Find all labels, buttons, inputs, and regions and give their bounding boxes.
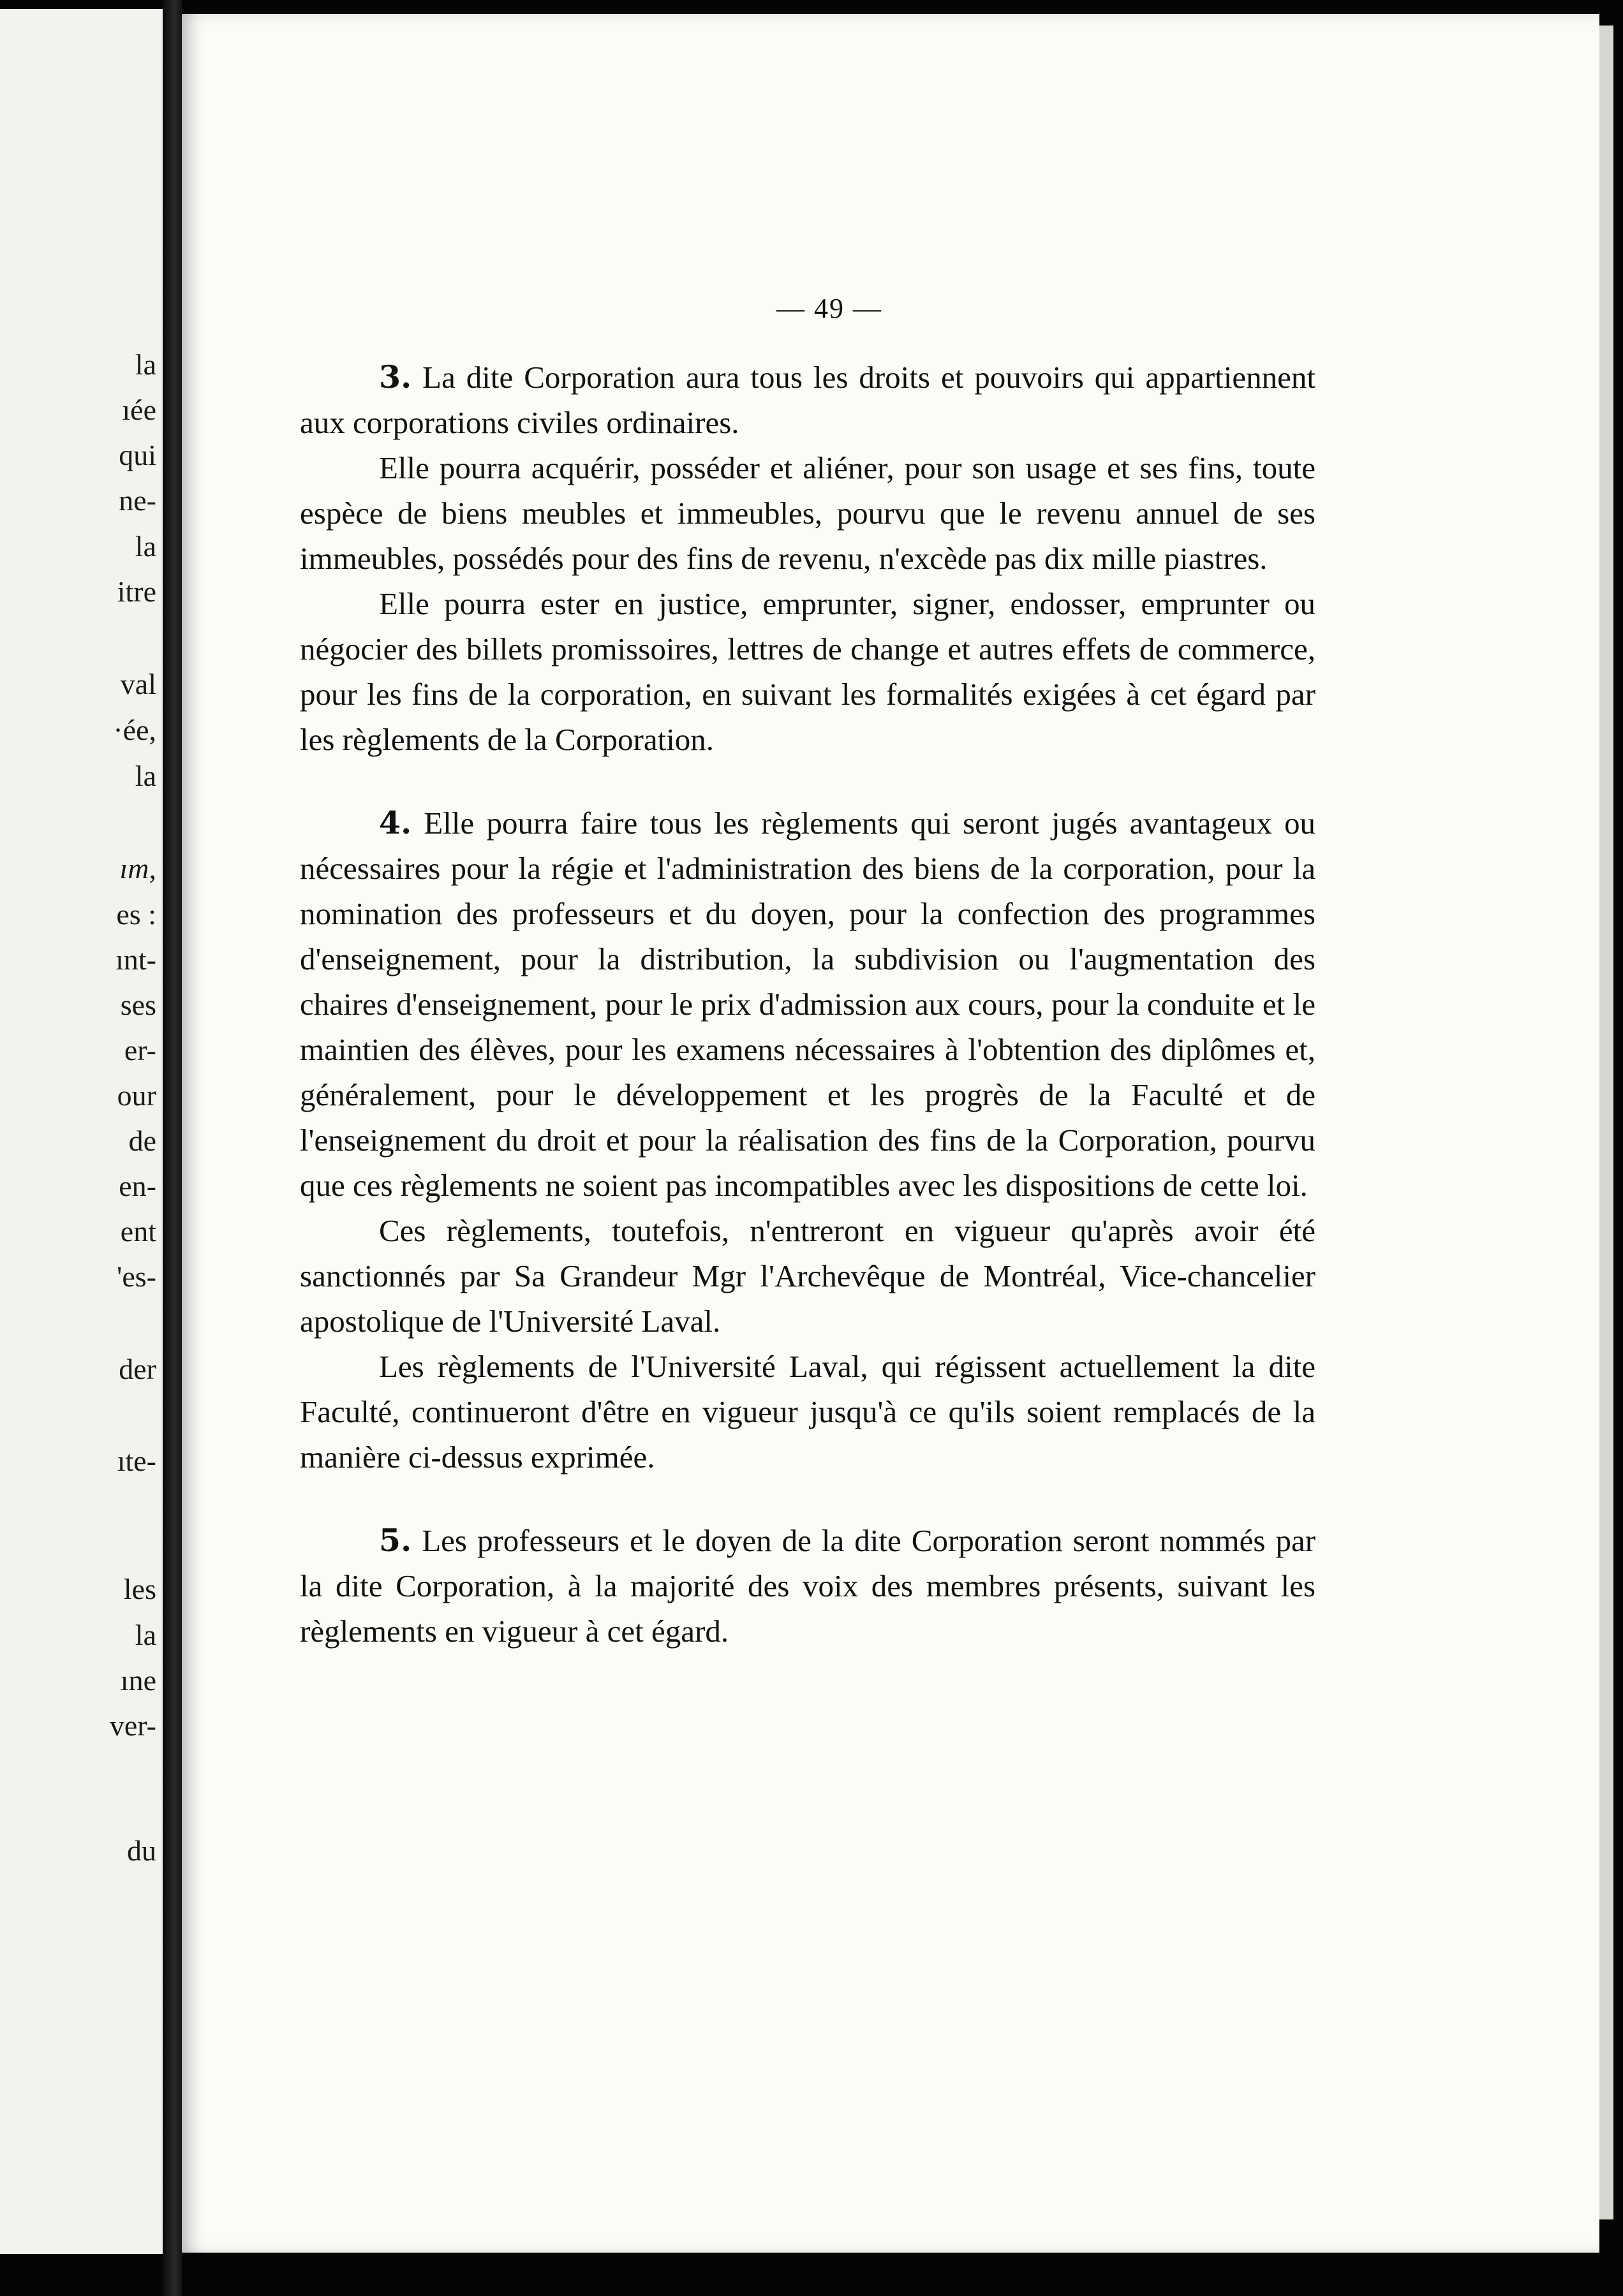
body-text [300, 355, 1315, 1654]
left-page-fragment: ıne [120, 1664, 156, 1696]
paragraph-text: Elle pourra ester en justice, emprunter, signer, endosser, emprunter ou négocier des billets promissoires, lettres de change et autres effets de commerce, pour les fins de la corporation, en suivant les formalités exigées à cet égard par les règlements de la Corporation. [300, 586, 1315, 757]
left-page-fragment: de [128, 1124, 156, 1157]
paragraph [300, 445, 1315, 581]
left-page-fragment: la [135, 348, 156, 381]
left-page-fragment: les [123, 1573, 156, 1605]
left-page-fragment: ıte- [117, 1445, 156, 1477]
section-number: 3. [379, 358, 412, 395]
left-facing-page [0, 9, 163, 2254]
book-gutter [163, 0, 182, 2296]
paragraph-text: Les professeurs et le doyen de la dite Corporation seront nommés par la dite Corporation, à la majorité des voix des membres présents, suivant les règlements en vigueur à cet égard. [300, 1523, 1316, 1649]
paragraph [300, 581, 1315, 762]
paragraph-text: Elle pourra acquérir, posséder et aliéner, pour son usage et ses fins, toute espèce de biens meubles et immeubles, pourvu que le revenu annuel de ses immeubles, possédés pour des fins de revenu, n'excède pas dix mille piastres. [300, 450, 1315, 576]
left-page-fragment: ne- [119, 484, 156, 517]
paragraph-text: Elle pourra faire tous les règlements qui seront jugés avantageux ou nécessaires pour la régie et l'administration des biens de la corporation, pour la nomination des professeurs et du doyen, pour la confection des programmes d'enseignement, pour la distribution, la subdivision ou l'augmentation des chaires d'enseignement, pour le prix d'admission aux cours, pour la conduite et le maintien des élèves, pour les examens nécessaires à l'obtention des diplômes et, généralement, pour le développement et les progrès de la Faculté et de l'enseignement du droit et pour la réalisation des fins de la Corporation, pourvu que ces règlements ne soient pas incompatibles avec les dispositions de cette loi. [300, 806, 1316, 1203]
paragraph-text: Ces règlements, toutefois, n'entreront en vigueur qu'après avoir été sanctionnés par Sa Grandeur Mgr l'Archevêque de Montréal, Vice-chancelier apostolique de l'Université Laval. [300, 1213, 1315, 1339]
left-page-fragment: val [120, 668, 156, 700]
paragraph [300, 355, 1315, 445]
left-page-fragment: ent [120, 1215, 156, 1247]
paragraph [300, 800, 1315, 1208]
left-page-fragment: la [135, 530, 156, 563]
left-page-fragment: ses [120, 989, 156, 1021]
left-page-fragment: en- [119, 1170, 156, 1202]
page-edge [1599, 26, 1613, 2219]
left-page-fragment: our [117, 1079, 156, 1112]
left-page-fragment: ·ée, [113, 714, 156, 746]
left-page-fragment: es : [116, 898, 156, 931]
page-number: — 49 — [776, 293, 882, 324]
left-page-fragment: 'es- [117, 1260, 156, 1293]
left-page-fragment: la [135, 1619, 156, 1651]
left-page-fragment: qui [119, 439, 156, 471]
section-number: 4. [379, 804, 412, 841]
paragraph [300, 1344, 1315, 1480]
section-number: 5. [379, 1522, 412, 1559]
left-page-fragment: itre [117, 575, 156, 608]
paragraph [300, 1208, 1315, 1344]
left-page-fragment: la [135, 760, 156, 792]
paragraph-text: La dite Corporation aura tous les droits et pouvoirs qui appartiennent aux corporations civiles ordinaires. [300, 360, 1316, 440]
left-page-fragment: er- [124, 1034, 156, 1066]
left-page-fragment: ım, [119, 852, 156, 885]
left-page-fragment: du [127, 1834, 156, 1867]
paragraph-text: Les règlements de l'Université Laval, qui régissent actuellement la dite Faculté, continueront d'être en vigueur jusqu'à ce qu'ils soient remplacés de la manière ci-dessus exprimée. [300, 1349, 1315, 1475]
left-page-fragment: ıée [122, 394, 156, 426]
left-page-fragment: der [119, 1353, 156, 1385]
paragraph [300, 1518, 1315, 1654]
left-page-fragment: ınt- [115, 943, 156, 976]
left-page-fragment: ver- [109, 1709, 156, 1742]
